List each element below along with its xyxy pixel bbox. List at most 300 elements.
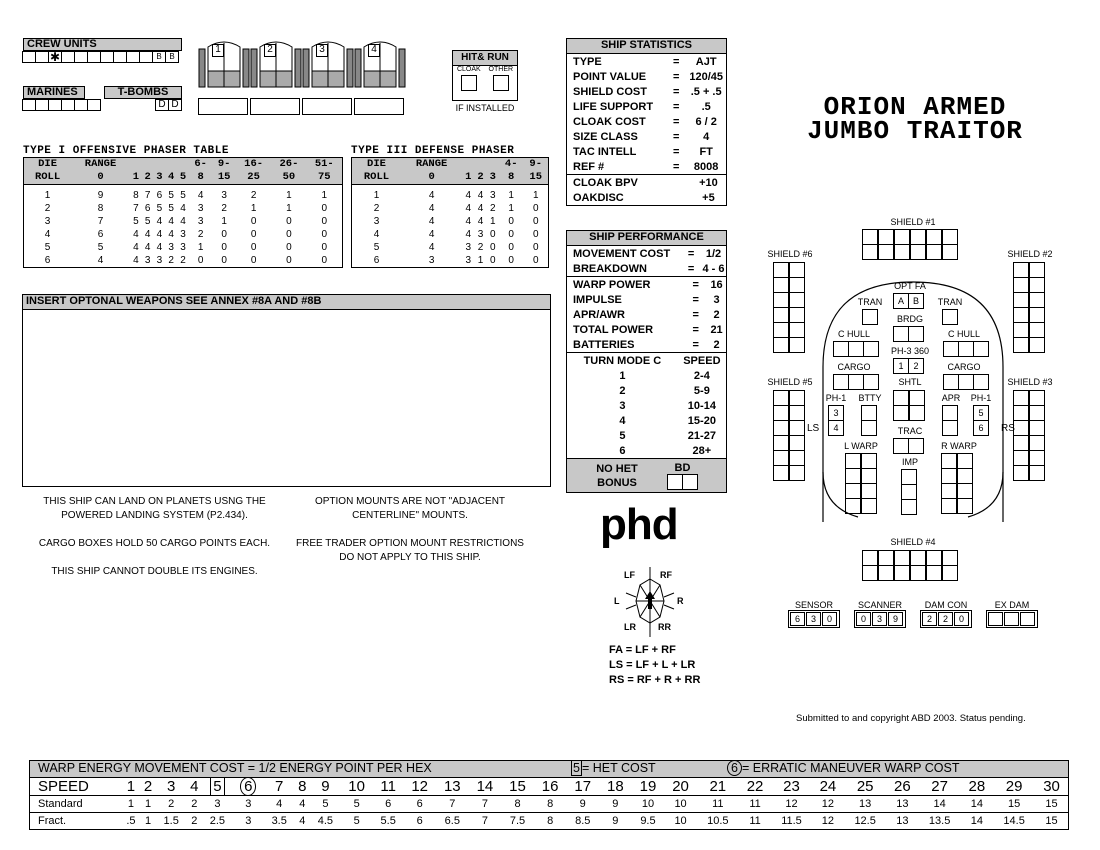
marine-box[interactable] [22,99,36,111]
battery-box[interactable] [861,405,877,421]
shield-2-box[interactable] [1029,262,1045,278]
damage-track-box[interactable]: 6 [790,612,805,626]
shuttle-box[interactable] [909,405,925,421]
stat-row [567,129,726,144]
shield-4-box[interactable] [894,550,910,566]
movement-row [567,246,726,261]
standard-row-cell: 12 [785,798,798,810]
shield-6-box[interactable] [789,292,805,308]
no-het-label: NO HET [596,462,638,475]
arc-def-rs: RS = RF + R + RR [609,674,701,686]
shuttle-bay-icon [198,37,250,89]
shield-6-box[interactable] [773,322,789,338]
impulse-box[interactable] [901,499,917,515]
marines-title: MARINES [23,86,85,99]
left-warp-box[interactable] [861,453,877,469]
phaser-cell: 2 [180,254,186,266]
battery-boxes [862,406,877,436]
phaser-cell: 7 [144,189,151,201]
phaser-cell: 0 [321,241,328,253]
shield-3-box[interactable] [1029,465,1045,481]
shield-1-box[interactable] [862,229,878,245]
power-row-cell: 16 [710,278,723,291]
stat-row-cell: = [672,85,680,98]
stat-row-cell: = [672,130,680,143]
marine-box[interactable] [61,99,75,111]
phaser-cell: 5 [133,215,139,227]
turn-cell: 21-27 [687,429,716,442]
phaser-cell: 4 [428,189,435,201]
shield-4-box[interactable] [942,565,958,581]
fract-row-cell: 9.5 [640,815,656,827]
erratic-cost-mark: 6 [240,777,256,796]
phaser-1-grid [24,158,342,267]
shield-2-box[interactable] [1013,322,1029,338]
phaser-cell: 1 [508,189,514,201]
phaser-row [24,254,342,267]
shield-3-box[interactable] [1013,435,1029,451]
phaser-cell: 3 [168,241,174,253]
damage-track-box[interactable]: 2 [938,612,953,626]
shuttle-bay [250,37,302,115]
shield-4-box[interactable] [910,565,926,581]
shield-3-box[interactable] [1013,450,1029,466]
phaser-header-cell: RANGE [415,158,448,170]
cloak-box[interactable] [461,75,477,91]
apr-boxes [943,406,958,436]
marine-box[interactable] [48,99,62,111]
shuttle-bay-box[interactable] [198,98,248,115]
shield-1-box[interactable] [910,244,926,260]
movement-rows [567,246,726,276]
shield-6-box[interactable] [773,292,789,308]
standard-row-cell: 4 [276,798,283,810]
fract-row-cell: 11.5 [781,815,802,827]
phaser-row [352,228,548,241]
damage-track-box[interactable]: 0 [954,612,969,626]
fract-row-cell: 4 [299,815,306,827]
shield-4-box[interactable] [862,565,878,581]
phaser-header-cell: 51- [314,158,334,170]
bridge-label: BRDG [896,314,923,324]
crew-unit-box[interactable] [35,51,49,63]
speed-row-cell: 11 [380,778,396,795]
battery-box[interactable] [861,420,877,436]
stat-row [567,144,726,159]
shield-5-box[interactable] [789,450,805,466]
shuttle-box[interactable] [893,405,909,421]
het-legend [571,761,656,776]
phaser-cell: 4 [156,228,163,240]
shield-3-box[interactable] [1029,450,1045,466]
speed-row-cell: 30 [1043,778,1060,795]
fract-row-cell: 12.5 [854,815,876,827]
shield-1-box[interactable] [942,244,958,260]
crew-unit-box[interactable] [126,51,140,63]
if-installed-note: IF INSTALLED [455,103,515,113]
shield-1-box[interactable] [878,244,894,260]
cargo-box[interactable] [848,374,864,390]
turn-mode-table [567,353,726,458]
shuttle-box[interactable] [893,390,909,406]
shield-6-box[interactable] [773,262,789,278]
shield-1-box[interactable] [894,244,910,260]
shield-6-label: SHIELD #6 [767,249,813,259]
stat-row-cell: = [672,100,680,113]
tran-right-box[interactable] [942,309,958,325]
shuttle-bay-box[interactable] [250,98,300,115]
power-row-cell: APR/AWR [573,308,625,321]
right-warp-box[interactable] [957,468,973,484]
shield-4-box[interactable] [862,550,878,566]
cargo-box[interactable] [863,374,879,390]
tbomb-box[interactable]: D [168,99,182,111]
shield-5-box[interactable] [773,420,789,436]
fract-row-cell: 10 [674,815,687,827]
turn-row [567,398,726,413]
bridge-box[interactable] [908,326,924,342]
chull-right-label: C HULL [947,329,980,339]
chull-box[interactable] [848,341,864,357]
shield-3-box[interactable] [1013,420,1029,436]
cargo-box[interactable] [833,374,849,390]
ph1-left-label: PH-1 [825,393,847,403]
shield-5-box[interactable] [789,465,805,481]
left-warp-box[interactable] [861,498,877,514]
impulse-box[interactable] [901,469,917,485]
right-warp-box[interactable] [957,498,973,514]
phaser-cell: 3 [490,189,496,201]
phaser-cell: 4 [428,241,435,253]
tbomb-box[interactable]: D [155,99,169,111]
right-warp-box[interactable] [941,483,957,499]
shield-4-box[interactable] [894,565,910,581]
het-bonus [567,458,726,492]
turn-row [567,428,726,443]
phaser-cell: 0 [508,241,514,253]
fract-row-cell: 2 [191,815,198,827]
left-warp-boxes [846,454,878,514]
opt-fa-a[interactable]: A [893,293,909,309]
phaser-cell: 4 [133,241,139,253]
shuttle-box[interactable] [909,390,925,406]
stat-row-cell: 6 / 2 [695,115,717,128]
shield-1-box[interactable] [942,229,958,245]
shield-2-box[interactable] [1013,292,1029,308]
shield-6-box[interactable] [789,322,805,338]
marine-box[interactable] [74,99,88,111]
apr-box[interactable] [942,405,958,421]
ph3-box-2[interactable]: 2 [908,358,924,374]
movement-row [567,261,726,276]
turn-cell: 6 [619,444,626,457]
hit-run-title: HIT& RUN [452,50,518,66]
shield-6-box[interactable] [773,277,789,293]
phaser-header-cell [154,158,166,171]
left-warp-box[interactable] [845,483,861,499]
speed-row-cell: 8 [298,778,307,795]
turn-cell: 5 [619,429,626,442]
speed-row-cell: 18 [607,778,624,795]
crew-unit-box[interactable] [61,51,75,63]
shield-3-box[interactable] [1013,390,1029,406]
shield-5-box[interactable] [789,390,805,406]
right-warp-box[interactable] [957,483,973,499]
damage-track-boxes [920,610,972,628]
shield-3-box[interactable] [1029,390,1045,406]
standard-row-cell: 6 [416,798,423,810]
shield-5-box[interactable] [789,435,805,451]
bd-box-2[interactable] [682,474,698,490]
power-row-cell: = [692,308,699,321]
phaser-row [352,202,548,215]
fract-row-cell: 7 [481,815,488,827]
crew-unit-box[interactable] [87,51,101,63]
shield-3-box[interactable] [1029,435,1045,451]
fract-row-cell: 5 [353,815,360,827]
tran-left-box[interactable] [862,309,878,325]
shield-3-box[interactable] [1013,465,1029,481]
phaser-cell: 1 [250,202,257,214]
shield-2-box[interactable] [1013,307,1029,323]
shield-5-box[interactable] [773,435,789,451]
opt-fa-b[interactable]: B [908,293,924,309]
shield-4-box[interactable] [942,550,958,566]
fract-row-cell: 9 [612,815,619,827]
speed-row-cell: 24 [819,778,837,795]
shield-1-boxes [863,230,959,260]
shield-1-box[interactable] [862,244,878,260]
ph3-box-1[interactable]: 1 [893,358,909,374]
impulse-label: IMP [901,457,918,467]
crew-unit-box[interactable] [74,51,88,63]
left-warp-box[interactable] [861,483,877,499]
phaser-cell: 4 [168,228,174,240]
right-warp-box[interactable] [941,468,957,484]
bridge-box[interactable] [893,326,909,342]
warp-cost-title-bar [30,761,1068,778]
impulse-box[interactable] [901,484,917,500]
phaser-cell: 0 [286,228,292,240]
crew-unit-box[interactable]: ✱ [49,50,61,64]
shield-6-box[interactable] [773,337,789,353]
phaser-header-cell: DIE [367,158,386,170]
stat-row-cell: POINT VALUE [573,70,647,83]
left-warp-box[interactable] [861,468,877,484]
phaser-header-cell: DIE [38,158,57,170]
right-warp-box[interactable] [941,498,957,514]
note-option-mounts-2: CENTERLINE" MOUNTS. [352,510,468,521]
turn-row [567,413,726,428]
ph1-box-5[interactable]: 5 [973,405,989,421]
crew-unit-box[interactable] [139,51,153,63]
phaser-header-cell: 16- [244,158,264,170]
shield-3-box[interactable] [1029,420,1045,436]
damage-track-box[interactable] [1020,612,1035,626]
turn-cell: 5-9 [693,384,710,397]
shield-1-box[interactable] [910,229,926,245]
fract-row-cell: 1.5 [163,815,179,827]
movement-row-cell: 4 - 6 [702,262,725,275]
fract-row-cell: 4.5 [317,815,334,827]
marine-box[interactable] [35,99,49,111]
left-warp-box[interactable] [845,453,861,469]
shuttle-bay [302,37,354,115]
phaser-cell: 7 [97,215,104,227]
crew-unit-box[interactable] [100,51,114,63]
damage-track-box[interactable]: 0 [856,612,871,626]
movement-row-cell: 1/2 [705,247,722,260]
shield-3-box[interactable] [1029,405,1045,421]
shield-5-box[interactable] [773,405,789,421]
apr-box[interactable] [942,420,958,436]
shield-1-box[interactable] [926,244,942,260]
fract-row-cell: 2.5 [209,815,226,827]
crew-unit-box[interactable]: B [165,51,179,63]
tractor-boxes [894,439,924,454]
crew-unit-box[interactable] [113,51,127,63]
fract-row-cell: 12 [821,815,835,827]
speed-row-cell: 20 [672,778,689,795]
crew-unit-box[interactable] [22,51,36,63]
shield-2-box[interactable] [1013,262,1029,278]
phaser-cell: 6 [373,254,380,266]
shield-2-box[interactable] [1029,292,1045,308]
shield-6-box[interactable] [773,307,789,323]
stat-row-cell: = [672,115,680,128]
damage-track-box[interactable] [1004,612,1019,626]
damage-track-box[interactable]: 3 [806,612,821,626]
ph1-box-6[interactable]: 6 [973,420,989,436]
shield-5-box[interactable] [789,405,805,421]
optional-weapons-box[interactable] [22,294,551,487]
other-box[interactable] [493,75,509,91]
arc-lf: LF [624,570,635,580]
shield-1-box[interactable] [926,229,942,245]
arc-rr: RR [658,622,671,632]
stat-row-cell: = [672,160,680,173]
stat-row [567,54,726,69]
standard-row-cell: 7 [481,798,488,810]
shield-3-box[interactable] [1013,405,1029,421]
phaser-cell: 7 [133,202,139,214]
shield-2-box[interactable] [1013,277,1029,293]
left-warp-box[interactable] [845,468,861,484]
cargo-box[interactable] [943,374,959,390]
shield-6-box[interactable] [789,262,805,278]
damage-track-box[interactable]: 3 [872,612,887,626]
phaser-cell: 5 [44,241,51,253]
bd-box-1[interactable] [667,474,683,490]
shield-4-box[interactable] [926,565,942,581]
shield-4-box[interactable] [878,550,894,566]
shield-2-box[interactable] [1013,337,1029,353]
right-warp-boxes [942,454,974,514]
shield-4-box[interactable] [878,565,894,581]
phd-logo: phd [600,500,678,549]
chull-left-label: C HULL [837,329,870,339]
ph1-left-boxes [829,406,844,436]
chull-box[interactable] [973,341,989,357]
shield-5-box[interactable] [773,390,789,406]
damage-track-box[interactable]: 9 [888,612,903,626]
cargo-box[interactable] [973,374,989,390]
damage-track-box[interactable]: 2 [922,612,937,626]
phaser-header-cell: 2 [477,171,484,183]
right-warp-box[interactable] [941,453,957,469]
ship-performance-title: SHIP PERFORMANCE [567,231,726,246]
phaser-cell: 1 [321,189,328,201]
phaser-row [352,189,548,202]
shuttle-bay-box[interactable] [302,98,352,115]
fract-row-cell: 14 [970,815,983,827]
arc-l: L [614,596,620,606]
turn-header [567,353,726,368]
shield-5-box[interactable] [773,465,789,481]
chull-box[interactable] [958,341,974,357]
movement-row-cell: MOVEMENT COST [573,247,671,260]
standard-row-cell: 3 [214,798,221,810]
phaser-cell: 0 [321,254,328,266]
shield-2-box[interactable] [1029,277,1045,293]
chull-box[interactable] [943,341,959,357]
shield-6-box[interactable] [789,307,805,323]
marines-boxes [23,99,101,111]
phaser-3-table [351,145,549,268]
cargo-box[interactable] [958,374,974,390]
phaser-cell: 4 [477,202,484,214]
shield-6-box[interactable] [789,337,805,353]
shield-5-box[interactable] [789,420,805,436]
crew-unit-box[interactable]: B [152,51,166,63]
rs-label: RS [1001,423,1015,434]
ship-statistics [566,38,727,206]
tractor-box[interactable] [908,438,924,454]
phaser-header-cell: 3 [489,171,496,183]
tractor-box[interactable] [893,438,909,454]
ph1-box-3[interactable]: 3 [828,405,844,421]
shield-4-box[interactable] [910,550,926,566]
cloak-label: CLOAK [456,66,481,73]
stat-row-cell: LIFE SUPPORT [573,100,654,113]
chull-box[interactable] [833,341,849,357]
shield-2-box[interactable] [1029,307,1045,323]
marine-box[interactable] [87,99,101,111]
shield-1-box[interactable] [878,229,894,245]
right-warp-box[interactable] [957,453,973,469]
damage-track-box[interactable] [988,612,1003,626]
shield-4-box[interactable] [926,550,942,566]
shuttle-bay-number: 4 [368,44,380,57]
fract-row-cell: 8.5 [575,815,591,827]
left-warp-box[interactable] [845,498,861,514]
shield-2-box[interactable] [1029,322,1045,338]
phaser-header-cell: 15 [529,171,543,183]
shuttle-bay-box[interactable] [354,98,404,115]
phaser-header-cell [177,158,189,171]
ph1-box-4[interactable]: 4 [828,420,844,436]
ship-statistics-title: SHIP STATISTICS [567,39,726,54]
standard-row-cell: 3 [245,798,252,810]
shield-6-box[interactable] [789,277,805,293]
shield-1-box[interactable] [894,229,910,245]
damage-track-box[interactable]: 0 [822,612,837,626]
turn-row [567,443,726,458]
shield-2-box[interactable] [1029,337,1045,353]
chull-box[interactable] [863,341,879,357]
shield-5-box[interactable] [773,450,789,466]
standard-row-cell: 10 [641,798,655,810]
